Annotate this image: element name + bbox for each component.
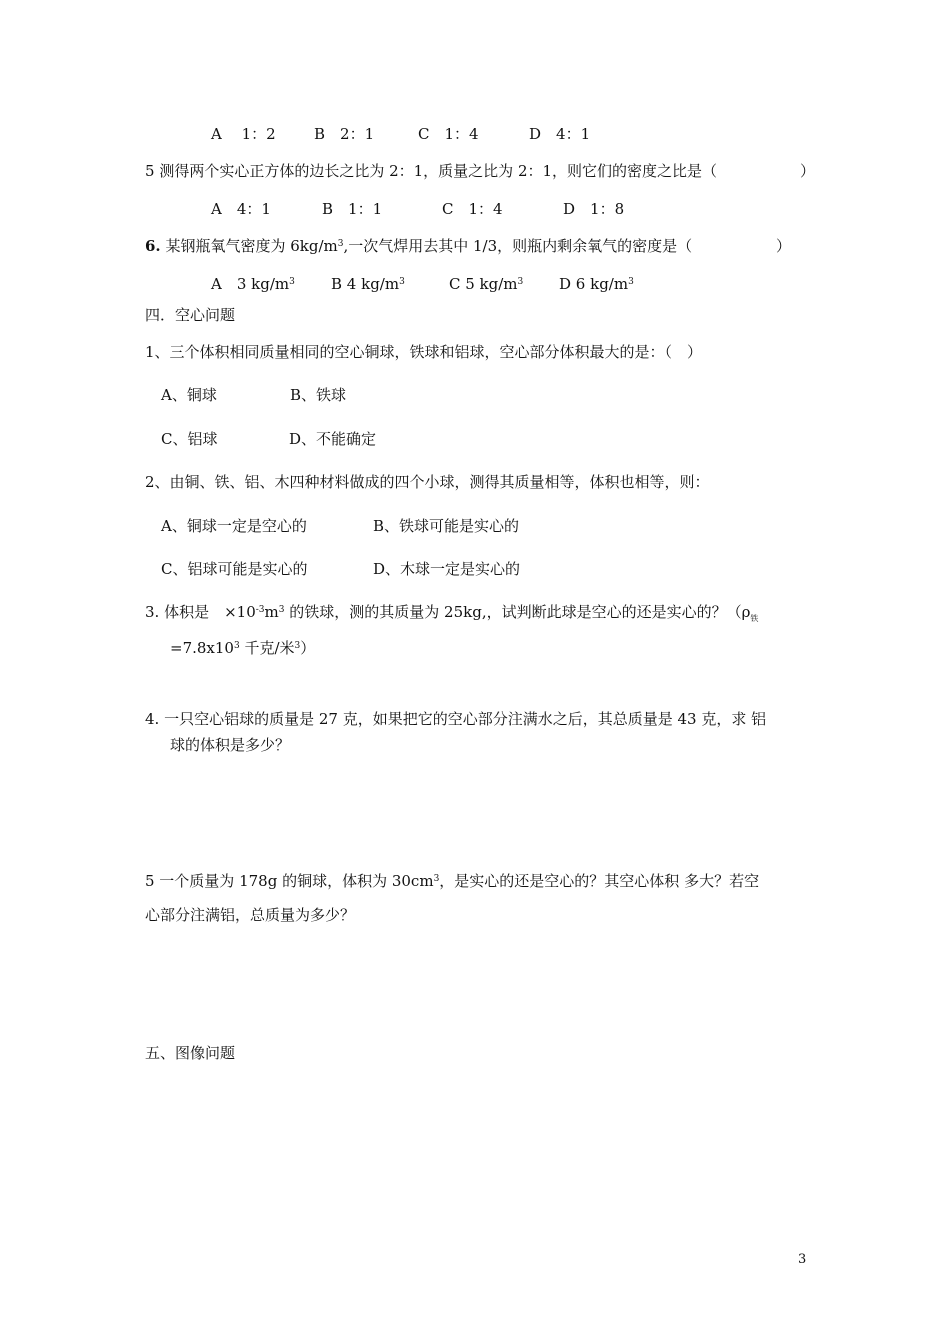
s4-q2-option-d: D、木球一定是实心的 <box>373 560 521 578</box>
s4-q3-line1: 3. 体积是 $\times 10^{-3}m^3$ 的铁球，测的其质量为 25kg,，试判断此球是空心的还是实心的？（$\rho_铁$ <box>145 603 759 623</box>
s4-q5-line1: 5 一个质量为 178g 的铜球，体积为 $30cm^3$，是实心的还是空心的？其空心体积 多大？若空 <box>145 872 760 890</box>
q6-number: 6. <box>145 237 161 255</box>
q6-sup: 3 <box>337 239 344 249</box>
section4-title: 四．空心问题 <box>145 306 236 324</box>
s4-q2-option-b: B、铁球可能是实心的 <box>373 517 520 535</box>
q6-question <box>145 236 692 256</box>
q6-close-paren: ） <box>776 237 792 255</box>
q5-option-c: C 1：4 <box>442 200 503 218</box>
q5-option-b: B 1：1 <box>322 200 383 218</box>
s4-q1-option-b: B、铁球 <box>290 386 347 404</box>
q6-option-c: C 5 $kg/m^3$ <box>449 275 524 293</box>
section5-title: 五、图像问题 <box>145 1044 236 1062</box>
q5-close-paren: ） <box>800 162 816 180</box>
q5-text: 测得两个实心正方体的边长之比为 2：1，质量之比为 2：1，则它们的密度之比是（ <box>159 162 718 180</box>
q6-option-b: B 4 $kg/m^3$ <box>331 275 405 293</box>
s4-q1-text: 1、三个体积相同质量相同的空心铜球，铁球和铝球，空心部分体积最大的是：（ ） <box>145 343 703 361</box>
s4-q2-text: 2、由铜、铁、铝、木四种材料做成的四个小球，测得其质量相等，体积也相等，则： <box>145 473 710 491</box>
s4-q2-option-c: C、铝球可能是实心的 <box>161 560 308 578</box>
s4-q1-option-c: C、铝球 <box>161 430 218 448</box>
q4-option-b: B 2：1 <box>314 125 375 143</box>
q5-option-a: A 4：1 <box>211 200 271 218</box>
q6-text-b: ,一次气焊用去其中 1/3，则瓶内剩余氧气的密度是（ <box>343 237 693 255</box>
q4-option-a: A 1：2 <box>211 125 276 143</box>
q6-option-d: D 6 $kg/m^3$ <box>559 275 634 293</box>
s4-q1-option-d: D、不能确定 <box>289 430 377 448</box>
page-number: 3 <box>798 1252 807 1267</box>
q6-option-a: A 3 $kg/m^3$ <box>211 275 295 293</box>
q4-option-d: D 4：1 <box>529 125 591 143</box>
q5-question <box>145 161 717 181</box>
s4-q4-line1: 4. 一只空心铝球的质量是 27 克，如果把它的空心部分注满水之后，其总质量是 43 克，求 铝 <box>145 710 767 728</box>
q5-number: 5 <box>145 162 155 180</box>
s4-q3-line2: $=7.8x10^3$ 千克/米$^3$） <box>170 639 316 657</box>
s4-q1-option-a: A、铜球 <box>161 386 217 404</box>
q4-option-c: C 1：4 <box>418 125 479 143</box>
s4-q2-option-a: A、铜球一定是空心的 <box>161 517 307 535</box>
q5-option-d: D 1：8 <box>563 200 625 218</box>
s4-q4-line2: 球的体积是多少？ <box>170 736 291 754</box>
s4-q5-line2: 心部分注满铝，总质量为多少？ <box>145 906 356 924</box>
q6-text-a: 某钢瓶氧气密度为 6kg/m <box>165 237 338 255</box>
